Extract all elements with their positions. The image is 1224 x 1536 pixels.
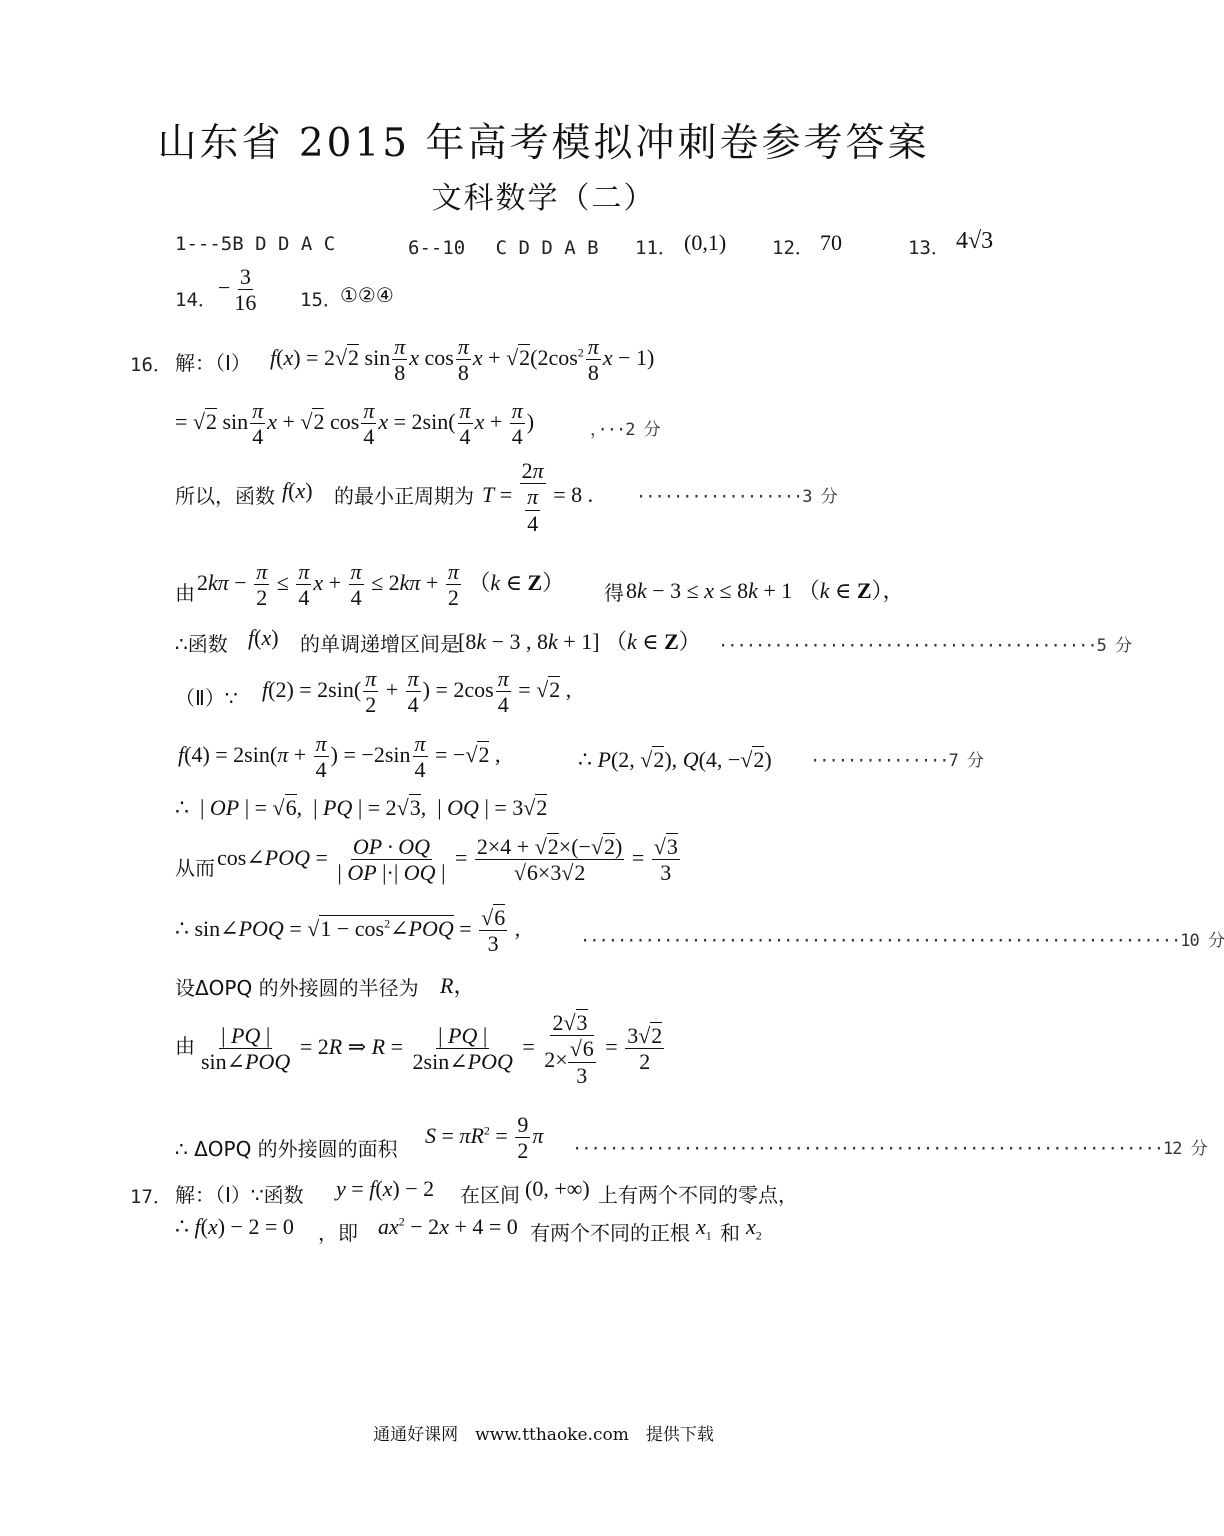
sol16-formula-2: = √ 2 sin $\frac{\pi}{4}$ x + √ 2 cos $\frac{\pi}{4}$ x = 2sin( $\frac{\pi}{4}$ x + $\frac{\pi}{4}$ ) <box>175 398 534 450</box>
solution-17-part1-intro: 解：（Ⅰ）∵函数 <box>175 1183 304 1207</box>
answers-6-10: 6--10 C D D A B <box>408 237 599 259</box>
sol17-equation-2: $ax^2 - 2x + 4 = 0$ <box>378 1214 518 1239</box>
answer-14-num: 3 <box>239 264 251 289</box>
sol17-line2-text2: 有两个不同的正根 <box>530 1221 690 1245</box>
sol16-f4: f(4) = 2sin(π + $\frac{\pi}{4}$ ) = −2sin $\frac{\pi}{4}$ = −√ 2 , <box>178 731 500 783</box>
answer-12-label: 12． <box>772 237 814 259</box>
sol17-line1-text: 在区间 <box>460 1183 520 1207</box>
sol16-score-12: ································································12 分 <box>572 1139 1207 1159</box>
sol16-line5-text: ∴函数 <box>175 632 228 656</box>
answer-13-label: 13． <box>908 237 950 259</box>
sol16-period-formula: T = $\frac{2\pi}{\frac{\pi}{4}}$ = 8 . <box>482 458 594 536</box>
answer-11-label: 11． <box>635 237 677 259</box>
sol16-line10-prefix: 从而 <box>175 856 215 880</box>
answer-12-value: 70 <box>820 230 842 255</box>
sol16-line4-prefix: 由 <box>175 581 195 605</box>
sol17-line2-text: ，即 <box>318 1221 358 1245</box>
sol16-f2: f(2) = 2sin( $\frac{\pi}{2}$ + $\frac{\pi}{4}$ ) = 2cos $\frac{\pi}{4}$ = √ 2 , <box>262 666 571 718</box>
sol16-fx-2: f(x) <box>248 625 279 650</box>
sol16-fx: f(x) <box>282 478 313 503</box>
sol16-line13-prefix: 由 <box>175 1034 195 1058</box>
sol16-line4-mid: 得 <box>604 581 624 605</box>
sol16-inequality-1: 2kπ − $\frac{\pi}{2}$ ≤ $\frac{\pi}{4}$ x + $\frac{\pi}{4}$ ≤ 2kπ + $\frac{\pi}{2}$ （k ∈ Z） <box>197 559 565 611</box>
sol16-line12-text: 设ΔOPQ 的外接圆的半径为 <box>175 976 419 1000</box>
solution-17-label: 17． <box>130 1186 172 1208</box>
sol16-line3-text2: 的最小正周期为 <box>334 484 474 508</box>
answer-15-label: 15． <box>300 289 342 311</box>
sol16-inequality-2: 8k − 3 ≤ x ≤ 8k + 1 （k ∈ Z）， <box>626 578 905 603</box>
page-title: 山东省 2015 年高考模拟冲刺卷参考答案 <box>157 121 930 166</box>
sol16-radius-var: R， <box>440 973 476 998</box>
sol16-score-7: ···············7 分 <box>810 751 983 771</box>
answer-14-value: − $\frac{3}{16}$ <box>218 264 257 316</box>
page-footer: 通通好课网 www.tthaoke.com 提供下载 <box>373 1425 714 1445</box>
answer-15-value: ①②④ <box>340 283 394 307</box>
sol16-score-5: ·········································5 分 <box>718 636 1132 656</box>
sol17-line2-text3: 和 <box>720 1221 740 1245</box>
sol16-points: ∴ P(2, √ 2), Q(4, −√ 2) <box>578 747 772 773</box>
sol17-line1-text2: 上有两个不同的零点， <box>598 1183 798 1207</box>
answer-11-value: (0,1) <box>684 230 727 255</box>
answer-13-value: 4√3 <box>956 228 994 254</box>
answer-14-label: 14． <box>175 289 217 311</box>
sol16-score-10: ·································································10 分 <box>580 931 1224 951</box>
sol16-sin-formula: ∴ sin∠POQ = √ $1 - \cos^2\angle POQ$ = √ $\frac{6}{3}$ , <box>175 905 520 957</box>
sol17-x2: $x_2$ <box>746 1214 762 1243</box>
sol16-line14-text: ∴ ΔOPQ 的外接圆的面积 <box>175 1137 398 1161</box>
sol16-cos-formula: cos∠POQ = $\frac{OP \cdot OQ}{| OP |\cdot| OQ |}$ = 2×4 + √ 2×(−√ 2) √ 6×3√ 2 = √ $\frac{3}{3}$ <box>217 834 682 886</box>
answer-14-den: 16 <box>234 290 257 316</box>
sol16-part2-intro: （Ⅱ）∵ <box>175 686 238 710</box>
solution-16-label: 16． <box>130 354 172 376</box>
sol17-function: y = f(x) − 2 <box>336 1176 435 1201</box>
sol16-line5-text2: 的单调递增区间是 <box>300 632 460 656</box>
solution-16-part1-intro: 解：（Ⅰ） <box>175 351 251 375</box>
sol17-equation-1: ∴ f(x) − 2 = 0 <box>175 1214 294 1239</box>
sol16-lengths: ∴ | OP | = √ 6, | PQ | = 2√ 3, | OQ | = 3√ 2 <box>175 795 547 821</box>
sol17-interval: (0, +∞) <box>525 1176 590 1201</box>
page-subtitle: 文科数学（二） <box>431 181 656 216</box>
sol16-line3-text: 所以，函数 <box>175 484 275 508</box>
sol16-formula-1: f(x) = 2√ 2 sin $\frac{\pi}{8}$ x cos $\frac{\pi}{8}$ x + √ $2(2\cos^2$ $\frac{\pi}{8}$ x − 1) <box>270 334 654 386</box>
sol16-score-2: ，···2 分 <box>590 420 660 440</box>
sol17-x1: $x_1$ <box>696 1214 712 1243</box>
sol16-score-3: ··················3 分 <box>636 487 837 507</box>
sol16-area-formula: $S = \pi R^2$ = $\frac{9}{2}$ π <box>425 1112 544 1164</box>
sol16-radius-formula: $\frac{| PQ |}{\text{sin∠POQ}}$ = 2R ⇒ R = $\frac{| PQ |}{\text{2sin∠POQ}}$ = 2√ 3 2× √ $\frac{6}{3}$ = $\frac{3√ 2}{2}$ <box>197 1010 666 1088</box>
sol16-interval: [8k − 3 , 8k + 1] （k ∈ Z） <box>458 629 701 654</box>
answers-1-5: 1---5B D D A C <box>175 233 336 255</box>
